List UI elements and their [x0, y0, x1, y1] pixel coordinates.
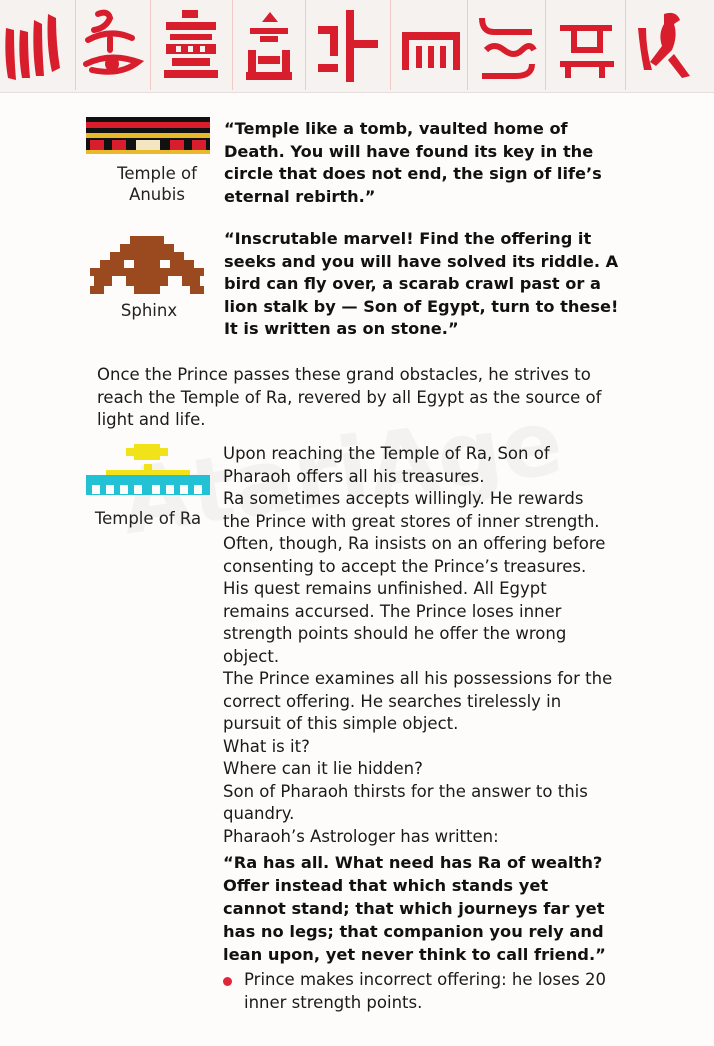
intro-paragraph	[97, 364, 601, 432]
anubis-temple-icon	[86, 117, 210, 159]
paragraph-line: quandry.	[223, 804, 295, 823]
paragraph-line: object.	[223, 646, 280, 666]
quote-line: Death. You will have found its key in the	[224, 141, 594, 161]
ra-body	[223, 443, 612, 848]
bullet-icon	[223, 977, 232, 986]
quote-line: seeks and you will have solved its riddle. A	[224, 251, 619, 271]
quote-line: bird can fly over, a scarab crawl past or a	[224, 274, 601, 294]
paragraph-line: What is it?	[223, 736, 310, 756]
quote-line: circle that does not end, the sign of life’s	[224, 164, 602, 184]
hieroglyph-banner	[0, 0, 714, 93]
hieroglyph-comb-icon	[398, 6, 464, 86]
hieroglyph-knot-icon	[554, 6, 620, 86]
ra-caption: Temple of Ra	[94, 509, 202, 528]
quote-line: lion stalk by — Son of Egypt, turn to these!	[224, 296, 619, 316]
quote-line: “Inscrutable marvel! Find the offering it	[224, 229, 592, 248]
sphinx-icon	[90, 236, 204, 300]
paragraph-line: The Prince examines all his possessions for the	[223, 669, 613, 688]
banner-divider	[545, 0, 546, 90]
paragraph-line: pursuit of this simple object.	[223, 714, 459, 733]
paragraph-line: strength points should he offer the wrong	[223, 624, 567, 643]
paragraph-line: consenting to accept the Prince’s treasures.	[223, 556, 587, 576]
banner-divider	[75, 0, 76, 90]
hieroglyph-reeds-icon	[4, 6, 70, 84]
banner-divider	[390, 0, 391, 90]
quote-line: has no legs; that companion you rely and	[223, 922, 604, 941]
paragraph-line: Often, though, Ra insists on an offering before	[223, 534, 606, 553]
quote-line: cannot stand; that which journeys far yet	[223, 899, 605, 918]
anubis-caption	[98, 163, 216, 205]
paragraph-line: inner strength points.	[244, 992, 423, 1012]
paragraph-line: Prince makes incorrect offering: he loses 20	[244, 970, 606, 989]
quote-line: It is written as on stone.”	[224, 319, 459, 339]
paragraph-line: correct offering. He searches tirelessly in	[223, 691, 562, 711]
quote-line: lean upon, yet never think to call friend.”	[223, 945, 606, 964]
paragraph-line: reach the Temple of Ra, revered by all Egypt as the source of	[97, 387, 602, 407]
sphinx-quote	[224, 228, 618, 341]
paragraph-line: Son of Pharaoh thirsts for the answer to this	[223, 781, 588, 801]
paragraph-line: Ra sometimes accepts willingly. He rewards	[223, 489, 584, 508]
astrologer-quote	[223, 851, 606, 966]
paragraph-line: Where can it lie hidden?	[223, 759, 423, 778]
paragraph-line: Upon reaching the Temple of Ra, Son of	[223, 444, 550, 463]
sphinx-caption: Sphinx	[120, 301, 178, 320]
quote-line: “Temple like a tomb, vaulted home of	[224, 119, 568, 138]
caption-line: Temple of	[117, 164, 197, 183]
hieroglyph-loop-icon	[476, 6, 540, 86]
paragraph-line: remains accursed. The Prince loses inner	[223, 601, 562, 621]
hieroglyph-eye-icon	[80, 6, 146, 86]
banner-divider	[150, 0, 151, 90]
hieroglyph-bird-icon	[634, 6, 696, 86]
banner-divider	[232, 0, 233, 90]
hieroglyph-altar-icon	[240, 6, 298, 86]
penalty-bullet	[244, 969, 606, 1014]
quote-line: Offer instead that which stands yet	[223, 876, 549, 895]
paragraph-line: Pharaoh offers all his treasures.	[223, 466, 485, 486]
banner-divider	[467, 0, 468, 90]
hieroglyph-cross-icon	[314, 6, 384, 86]
banner-divider	[625, 0, 626, 90]
quote-line: “Ra has all. What need has Ra of wealth?	[223, 853, 603, 872]
hieroglyph-basket-icon	[158, 6, 224, 86]
ra-temple-icon	[86, 444, 210, 502]
anubis-quote	[224, 118, 602, 208]
paragraph-line: light and life.	[97, 410, 206, 429]
paragraph-line: Pharaoh’s Astrologer has written:	[223, 826, 499, 846]
quote-line: eternal rebirth.”	[224, 186, 376, 206]
caption-line: Anubis	[129, 185, 185, 204]
paragraph-line: His quest remains unfinished. All Egypt	[223, 579, 547, 598]
banner-divider	[305, 0, 306, 90]
paragraph-line: the Prince with great stores of inner strength.	[223, 511, 600, 531]
paragraph-line: Once the Prince passes these grand obstacles, he strives to	[97, 365, 591, 384]
